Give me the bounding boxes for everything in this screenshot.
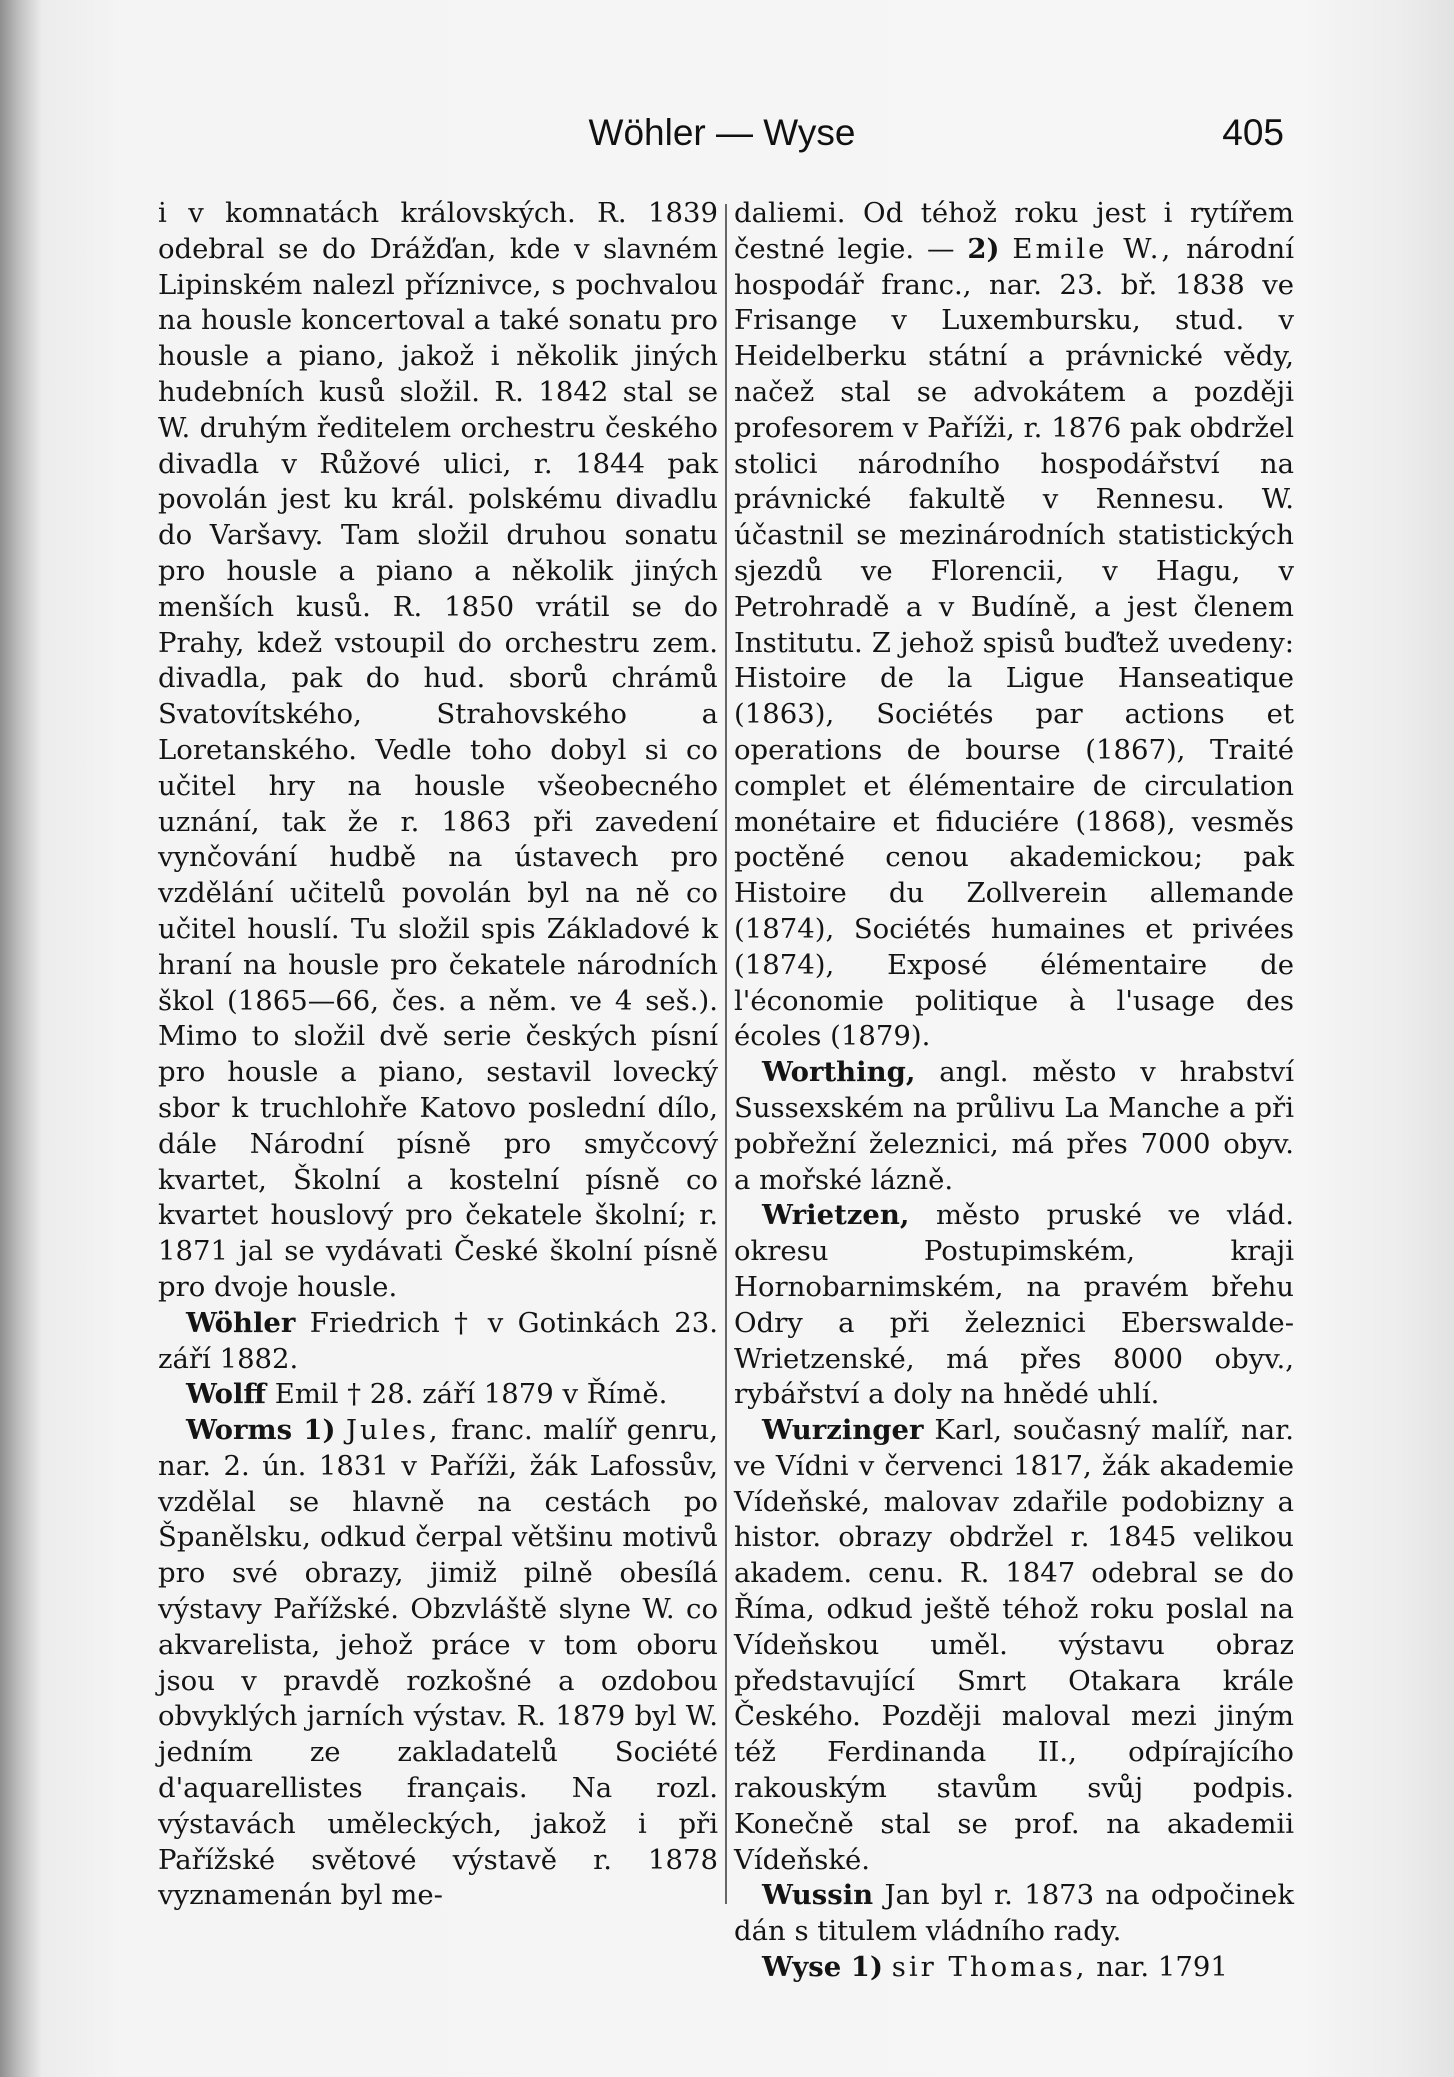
entry-wyse-text: nar. 1791 [1096,1951,1228,1984]
entry-worthing-text: angl. město v hrabství Sussexském na průlivu La Manche a při pobřežní železnici, má přes 7000 obyv. a mořské lázně. [734,1056,1294,1196]
entry-wohler [158,1306,718,1378]
headword-worms: Worms 1) [186,1414,336,1447]
page-number: 405 [1222,112,1284,153]
entry-wrietzen [734,1198,1294,1413]
headword-wohler: Wöhler [186,1306,296,1339]
entry-wrietzen-text: město pruské ve vlád. okresu Postupimském, kraji Hornobarnimském, na pravém břehu Odry a při železnici Eberswalde-Wrietzenské, má přes 8000 obyv., rybářství a doly na hnědé uhlí. [734,1199,1294,1411]
text-columns [158,196,1294,1984]
worms-continuation-text: daliemi. Od téhož roku jest i rytířem čestné legie. — [734,197,1294,265]
entry-worthing [734,1055,1294,1198]
entry-worms-text: franc. malíř genru, nar. 2. ún. 1831 v Paříži, žák Lafossův, vzdělal se hlavně na cestách po Španělsku, odkud čerpal většinu motivů pro své obrazy, jimiž pilně obesílá výstavy Pařížské. Obzvláště slyne W. co akvarelista, jehož práce v tom oboru jsou v pravdě rozkošné a ozdobou obvyklých jarních výstav. R. 1879 byl W. jedním ze zakladatelů Société d'aquarellistes français. Na rozl. výstavách uměleckých, jakož i při Pařížské světové výstavě r. 1878 vyznamenán byl me- [158,1414,718,1912]
entry-wolff-text: Emil † 28. září 1879 v Římě. [274,1378,668,1411]
entry-wurzinger [734,1413,1294,1878]
entry-emile-text: národní hospodář franc., nar. 23. bř. 1838 ve Frisange v Luxembursku, stud. v Heidelberku státní a právnické vědy, načež stal se advokátem a později profesorem v Paříži, r. 1876 pak obdržel stolici národního hospodářství na právnické fakultě v Rennesu. W. účastnil se mezinárodních statistických sjezdů ve Florencii, v Hagu, v Petrohradě a v Budíně, a jest členem Institutu. Z jehož spisů buďtež uvedeny: Histoire de la Ligue Hanseatique (1863), Sociétés par actions et operations de bourse (1867), Traité complet et élémentaire de circulation monétaire et fiduciére (1868), vesměs poctěné cenou akademickou; pak Histoire du Zollverein allemande (1874), Sociétés humaines et privées (1874), Exposé élémentaire de l'économie politique à l'usage des écoles (1879). [734,232,1294,1053]
emile-name: Emile W., [1012,232,1174,265]
headword-wolff: Wolff [186,1378,267,1411]
subentry-number: 2) [967,232,1000,265]
column-divider [725,204,727,1904]
headword-worthing: Worthing, [762,1056,916,1089]
entry-wolff [158,1377,718,1413]
running-header [160,112,1284,162]
entry-wohler-text: Friedrich † v Gotinkách 23. září 1882. [158,1306,718,1375]
entry-wurzinger-text: Karl, současný malíř, nar. ve Vídni v červenci 1817, žák akademie Vídeňské, malovav zdařile podobizny a histor. obrazy obdržel r. 1845 velikou akadem. cenu. R. 1847 odebral se do Říma, odkud ještě téhož roku poslal na Vídeňskou uměl. výstavu obraz představující Smrt Otakara krále Českého. Později maloval mezi jiným též Ferdinanda II., odpírajícího rakouským stavům svůj podpis. Konečně stal se prof. na akademii Vídeňské. [734,1414,1294,1876]
headword-wurzinger: Wurzinger [762,1414,924,1447]
left-column [158,196,718,1916]
headword-wyse: Wyse 1) [762,1951,883,1984]
headword-wussin: Wussin [762,1879,874,1912]
entry-continuation: i v komnatách královských. R. 1839 odebral se do Drážďan, kde v slavném Lipinském nalezl příznivce, s pochvalou na housle koncertoval a také sonatu pro housle a piano, jakož i několik jiných hudebních kusů složil. R. 1842 stal se W. druhým ředitelem orchestru českého divadla v Růžové ulici, r. 1844 pak povolán jest ku král. polskému divadlu do Varšavy. Tam složil druhou sonatu pro housle a piano a několik jiných menších kusů. R. 1850 vrátil se do Prahy, kdež vstoupil do orchestru zem. divadla, pak do hud. sborů chrámů Svatovítského, Strahovského a Loretanského. Vedle toho dobyl si co učitel hry na housle všeobecného uznání, tak že r. 1863 při zavedení vynčování hudbě na ústavech pro vzdělání učitelů povolán byl na ně co učitel houslí. Tu složil spis Základové k hraní na housle pro čekatele národních škol (1865—66, čes. a něm. ve 4 seš.). Mimo to složil dvě serie českých písní pro housle a piano, sestavil lovecký sbor k truchlohře Katovo poslední dílo, dále Národní písně pro smyčcový kvartet, Školní a kostelní písně co kvartet houslový pro čekatele školní; r. 1871 jal se vydávati České školní písně pro dvoje housle. [158,197,718,1303]
wyse-name: sir Thomas, [891,1951,1088,1984]
entry-wyse [734,1950,1294,1986]
entry-wussin [734,1878,1294,1950]
entry-worms [158,1413,718,1914]
headword-wrietzen: Wrietzen, [762,1199,910,1232]
page-title: Wöhler — Wyse [588,112,856,153]
right-column [734,196,1294,1984]
entry-worms-continuation [734,196,1294,1055]
entry-wussin-text: Jan byl r. 1873 na odpočinek dán s titulem vládního rady. [734,1879,1294,1948]
worms-first-name: Jules, [345,1414,441,1447]
